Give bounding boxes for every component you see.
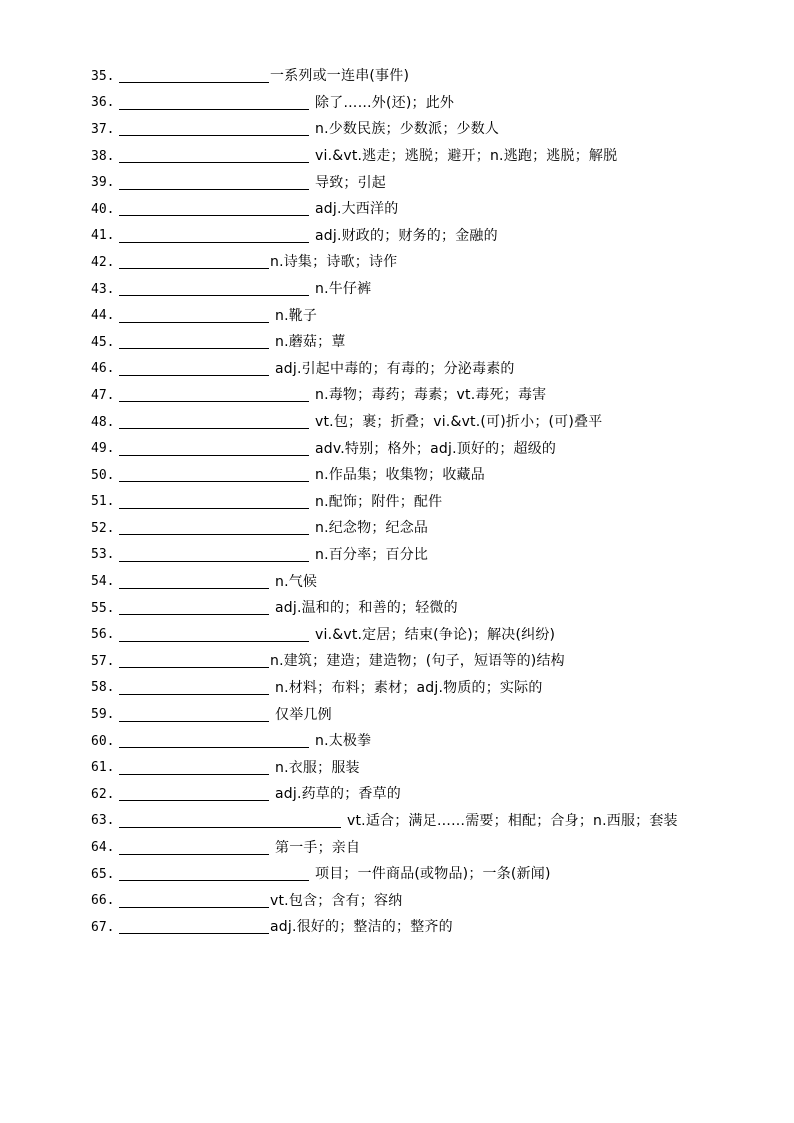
item-number: 43. [91,281,115,297]
answer-blank[interactable] [119,321,269,323]
answer-blank[interactable] [119,347,269,349]
item-definition: 除了……外(还)；此外 [315,94,455,111]
item-number: 50. [91,467,115,483]
answer-blank[interactable] [119,932,269,934]
list-item [91,728,781,755]
answer-blank[interactable] [119,906,269,908]
answer-blank[interactable] [119,480,309,482]
answer-blank[interactable] [119,879,309,881]
item-number: 63. [91,813,115,829]
list-item [91,63,781,90]
item-number: 61. [91,760,115,776]
item-number: 56. [91,627,115,643]
item-number: 40. [91,201,115,217]
item-definition: adj.温和的；和善的；轻微的 [275,600,458,617]
list-item [91,648,781,675]
answer-blank[interactable] [119,560,309,562]
item-number: 59. [91,707,115,723]
list-item [91,356,781,383]
answer-blank[interactable] [119,108,309,110]
answer-blank[interactable] [119,613,269,615]
list-item [91,249,781,276]
list-item [91,489,781,516]
item-number: 35. [91,68,115,84]
item-number: 42. [91,254,115,270]
item-definition: adj.药草的；香草的 [275,786,402,803]
list-item [91,754,781,781]
answer-blank[interactable] [119,533,309,535]
item-definition: adv.特别；格外；adj.顶好的；超级的 [315,440,557,457]
item-number: 60. [91,733,115,749]
list-item [91,143,781,170]
list-item [91,542,781,569]
list-item [91,116,781,143]
item-number: 41. [91,228,115,244]
answer-blank[interactable] [119,746,309,748]
item-number: 55. [91,600,115,616]
item-number: 44. [91,308,115,324]
answer-blank[interactable] [119,826,341,828]
answer-blank[interactable] [119,374,269,376]
item-definition: vt.适合；满足……需要；相配；合身；n.西服；套装 [347,812,678,829]
item-number: 48. [91,414,115,430]
item-definition: vi.&vt.定居；结束(争论)；解决(纠纷) [315,626,556,643]
item-number: 53. [91,547,115,563]
item-definition: n.蘑菇；蕈 [275,334,346,351]
answer-blank[interactable] [119,188,309,190]
item-number: 64. [91,840,115,856]
item-number: 58. [91,680,115,696]
answer-blank[interactable] [119,294,309,296]
item-definition: n.纪念物；纪念品 [315,520,429,537]
list-item [91,276,781,303]
item-number: 51. [91,494,115,510]
answer-blank[interactable] [119,799,269,801]
list-item [91,435,781,462]
item-definition: 导致；引起 [315,174,386,191]
list-item [91,808,781,835]
item-definition: n.靴子 [275,307,318,324]
answer-blank[interactable] [119,507,309,509]
item-definition: n.气候 [275,573,318,590]
item-definition: n.牛仔裤 [315,281,372,298]
item-definition: vt.包含；含有；容纳 [270,892,403,909]
item-number: 62. [91,786,115,802]
item-number: 66. [91,893,115,909]
item-definition: n.配饰；附件；配件 [315,493,443,510]
answer-blank[interactable] [119,267,269,269]
item-definition: n.百分率；百分比 [315,546,429,563]
list-item [91,675,781,702]
answer-blank[interactable] [119,400,309,402]
answer-blank[interactable] [119,81,269,83]
item-number: 57. [91,653,115,669]
list-item [91,302,781,329]
item-definition: 第一手；亲自 [275,839,361,856]
answer-blank[interactable] [119,587,269,589]
list-item [91,515,781,542]
item-definition: n.毒物；毒药；毒素；vt.毒死；毒害 [315,387,547,404]
answer-blank[interactable] [119,773,269,775]
item-number: 45. [91,334,115,350]
answer-blank[interactable] [119,666,269,668]
item-definition: vi.&vt.逃走；逃脱；避开；n.逃跑；逃脱；解脱 [315,148,618,165]
list-item [91,329,781,356]
answer-blank[interactable] [119,720,269,722]
item-number: 39. [91,175,115,191]
item-definition: n.诗集；诗歌；诗作 [270,254,398,271]
list-item [91,462,781,489]
item-definition: n.衣服；服装 [275,759,360,776]
item-number: 52. [91,520,115,536]
item-number: 54. [91,574,115,590]
item-number: 65. [91,866,115,882]
list-item [91,409,781,436]
answer-blank[interactable] [119,693,269,695]
list-item [91,701,781,728]
item-definition: n.作品集；收集物；收藏品 [315,467,485,484]
list-item [91,595,781,622]
vocabulary-list [91,63,781,941]
item-definition: adj.引起中毒的；有毒的；分泌毒素的 [275,360,515,377]
list-item [91,834,781,861]
item-number: 36. [91,95,115,111]
item-number: 67. [91,919,115,935]
item-definition: n.少数民族；少数派；少数人 [315,121,500,138]
item-definition: adj.大西洋的 [315,201,399,218]
answer-blank[interactable] [119,214,309,216]
list-item [91,196,781,223]
list-item [91,90,781,117]
item-definition: adj.很好的；整洁的；整齐的 [270,919,453,936]
item-number: 47. [91,387,115,403]
list-item [91,223,781,250]
item-definition: 一系列或一连串(事件) [270,68,410,85]
item-definition: n.太极拳 [315,733,372,750]
list-item [91,621,781,648]
list-item [91,568,781,595]
list-item [91,914,781,941]
item-definition: 项目；一件商品(或物品)；一条(新闻) [315,866,551,883]
item-definition: n.材料；布料；素材；adj.物质的；实际的 [275,679,543,696]
answer-blank[interactable] [119,640,309,642]
item-number: 49. [91,441,115,457]
item-number: 38. [91,148,115,164]
answer-blank[interactable] [119,454,309,456]
item-number: 46. [91,361,115,377]
answer-blank[interactable] [119,134,309,136]
answer-blank[interactable] [119,241,309,243]
list-item [91,169,781,196]
item-number: 37. [91,121,115,137]
list-item [91,382,781,409]
answer-blank[interactable] [119,853,269,855]
item-definition: n.建筑；建造；建造物；(句子，短语等的)结构 [270,653,565,670]
item-definition: adj.财政的；财务的；金融的 [315,227,498,244]
item-definition: vt.包；裹；折叠；vi.&vt.(可)折小；(可)叠平 [315,414,603,431]
answer-blank[interactable] [119,161,309,163]
list-item [91,781,781,808]
item-definition: 仅举几例 [275,706,332,723]
answer-blank[interactable] [119,427,309,429]
list-item [91,887,781,914]
list-item [91,861,781,888]
